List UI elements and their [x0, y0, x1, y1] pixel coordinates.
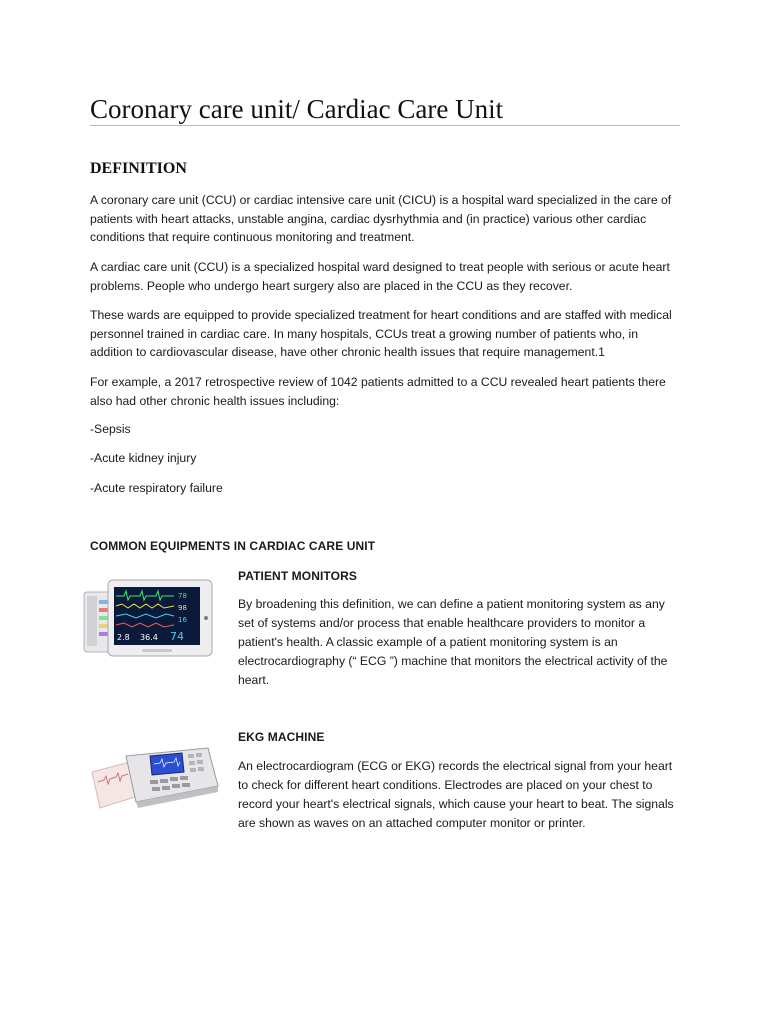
list-item-kidney: -Acute kidney injury	[90, 451, 197, 465]
page-title: Coronary care unit/ Cardiac Care Unit	[90, 94, 504, 124]
patient-monitors-description: By broadening this definition, we can define a patient monitoring system as any set of systems and/or process that enable healthcare providers to monitor a patient's health. A classic example of a patient monitoring system is an electrocardiography (“ ECG ”) machine that monitors the electrical activity of the heart.	[238, 597, 668, 687]
definition-paragraph-3: These wards are equipped to provide specialized treatment for heart conditions and are staffed with medical personnel trained in cardiac care. In many hospitals, CCUs treat a growing number of patients who, in addition to cardiovascular disease, have other chronic health issues that require management.1	[90, 308, 672, 359]
list-item-sepsis: -Sepsis	[90, 422, 131, 436]
equipment-heading: COMMON EQUIPMENTS IN CARDIAC CARE UNIT	[90, 539, 376, 553]
svg-text:16: 16	[178, 616, 187, 624]
monitor-readout-2: 36.4	[140, 633, 158, 642]
ekg-machine-description: An electrocardiogram (ECG or EKG) records the electrical signal from your heart to check for different heart conditions. Electrodes are placed on your chest to record your heart's electrical signals, which cause your heart to beat. The signals are shown as waves on an attached computer monitor or printer.	[238, 759, 674, 830]
svg-text:78: 78	[178, 592, 187, 600]
title-divider	[90, 125, 680, 126]
patient-monitors-heading: PATIENT MONITORS	[238, 569, 357, 583]
definition-paragraph-2: A cardiac care unit (CCU) is a specialized hospital ward designed to treat people with serious or acute heart problems. People who undergo heart surgery also are placed in the CCU as they recover.	[90, 260, 670, 293]
definition-paragraph-4: For example, a 2017 retrospective review of 1042 patients admitted to a CCU revealed heart patients there also had other chronic health issues including:	[90, 375, 666, 408]
ekg-machine-heading: EKG MACHINE	[238, 730, 325, 744]
svg-text:98: 98	[178, 604, 187, 612]
definition-heading: DEFINITION	[90, 160, 187, 177]
ekg-machine-icon	[90, 742, 220, 810]
list-item-respiratory: -Acute respiratory failure	[90, 481, 223, 495]
monitor-readout-3: 74	[170, 630, 184, 643]
patient-monitor-icon	[82, 578, 214, 658]
monitor-readout-1: 2.8	[117, 633, 130, 642]
definition-paragraph-1: A coronary care unit (CCU) or cardiac intensive care unit (CICU) is a hospital ward specialized in the care of patients with heart attacks, unstable angina, cardiac dysrhythmia and (in practice) various other cardiac conditions that require continuous monitoring and treatment.	[90, 193, 672, 244]
